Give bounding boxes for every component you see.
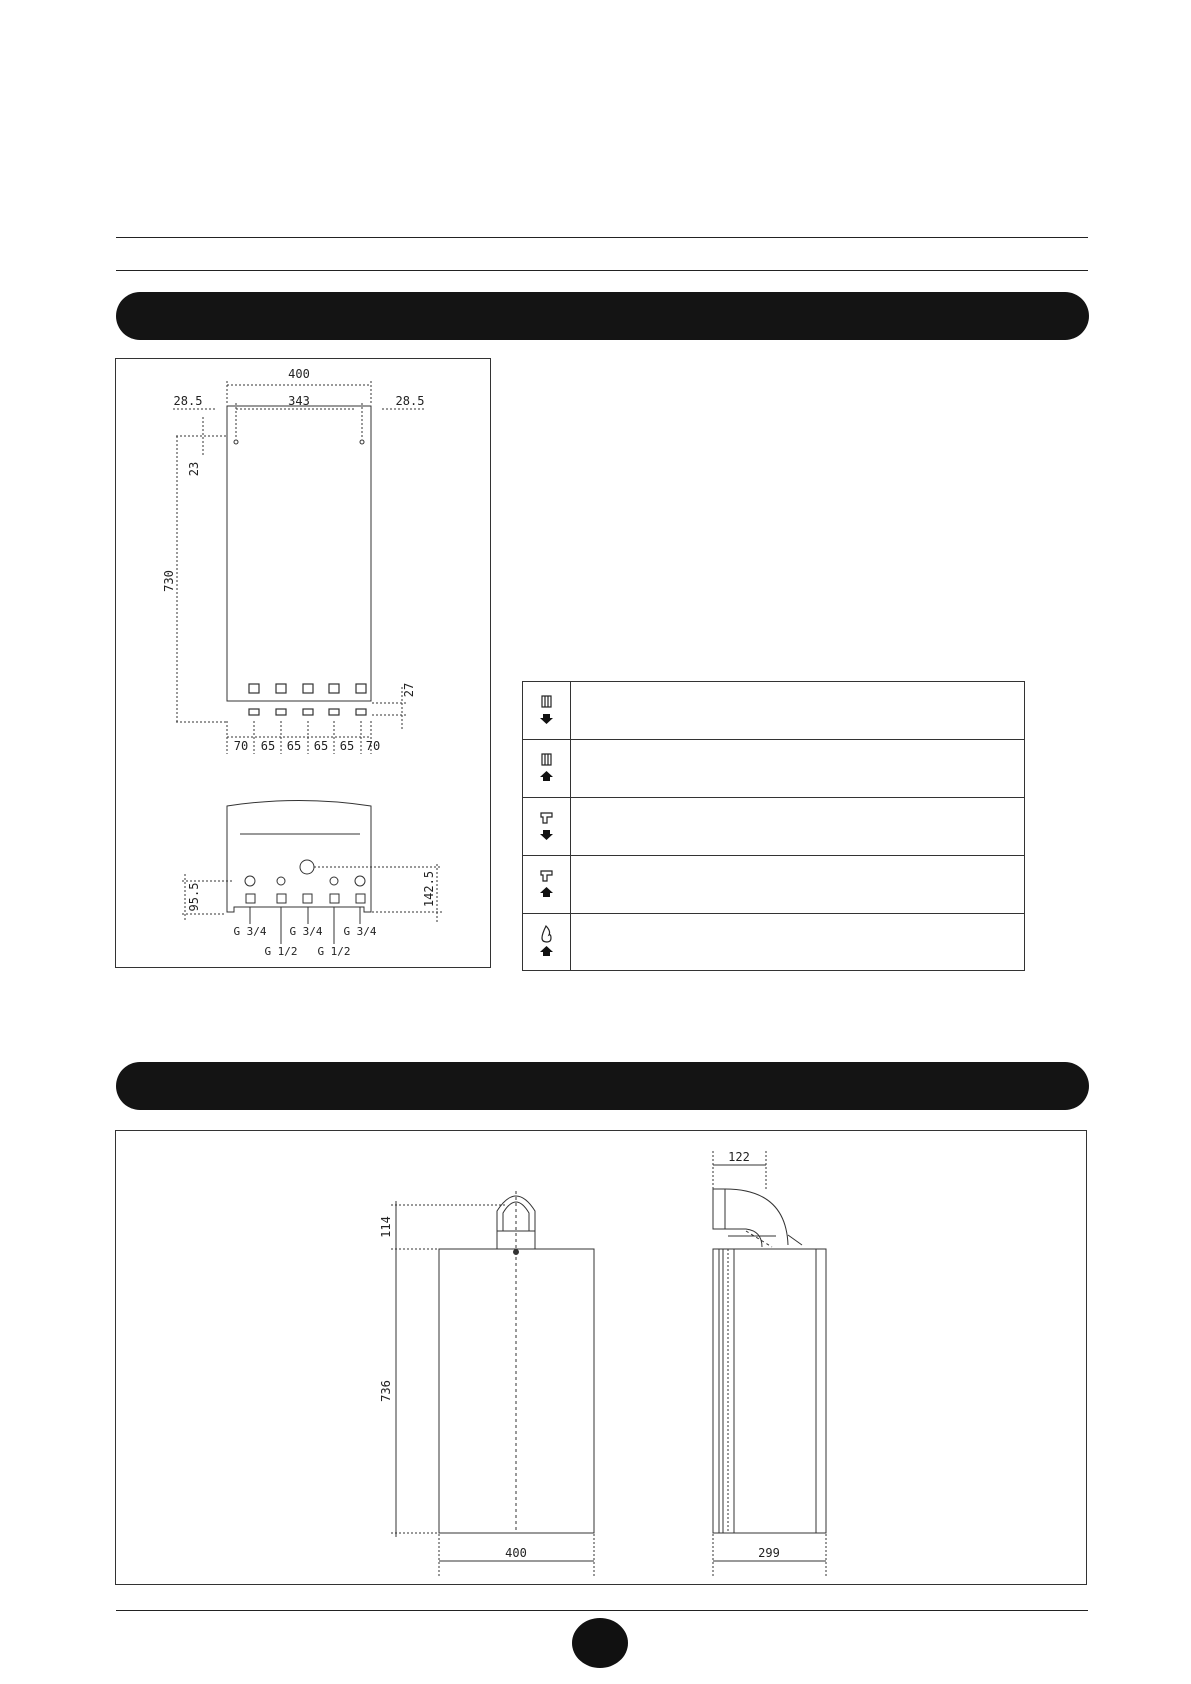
legend-description bbox=[571, 740, 1024, 797]
connection-spacing-label: 70 bbox=[233, 739, 249, 753]
connection-spacing-label: 65 bbox=[286, 739, 302, 753]
top-rule-2 bbox=[116, 270, 1088, 271]
connection-spacing-label: 65 bbox=[339, 739, 355, 753]
legend-description bbox=[571, 856, 1024, 913]
legend-row bbox=[523, 856, 1024, 914]
page-number-badge bbox=[572, 1618, 628, 1668]
legend-description bbox=[571, 914, 1024, 970]
front-width-label: 400 bbox=[288, 367, 310, 381]
flue-depth-label: 122 bbox=[728, 1150, 750, 1164]
bottom-offset-label: 27 bbox=[402, 682, 416, 698]
front-width-label: 400 bbox=[505, 1546, 527, 1560]
footer-rule bbox=[116, 1610, 1088, 1611]
dimensions-drawing-panel bbox=[115, 1130, 1087, 1585]
body-height-label: 736 bbox=[379, 1380, 393, 1402]
installation-drawing bbox=[116, 359, 492, 969]
radiator-flow-out-icon bbox=[523, 682, 571, 739]
flue-height-label: 114 bbox=[379, 1216, 393, 1238]
top-offset-label: 23 bbox=[187, 461, 201, 477]
legend-row bbox=[523, 914, 1024, 970]
connection-size-label: G 1/2 bbox=[264, 945, 298, 958]
legend-row bbox=[523, 740, 1024, 798]
section-header-bar-dimensions bbox=[116, 1062, 1089, 1110]
connection-spacing-label: 70 bbox=[365, 739, 381, 753]
hot-water-out-icon bbox=[523, 798, 571, 855]
left-offset-label: 28.5 bbox=[173, 394, 203, 408]
connection-size-label: G 3/4 bbox=[289, 925, 323, 938]
cold-water-in-icon bbox=[523, 856, 571, 913]
legend-description bbox=[571, 798, 1024, 855]
connection-size-label: G 1/2 bbox=[317, 945, 351, 958]
mount-height-label: 730 bbox=[162, 570, 176, 592]
depth-label: 299 bbox=[758, 1546, 780, 1560]
installation-drawing-panel bbox=[115, 358, 491, 968]
section-header-bar-installation bbox=[116, 292, 1089, 340]
gas-in-icon bbox=[523, 914, 571, 970]
top-rule-1 bbox=[116, 237, 1088, 238]
radiator-return-in-icon bbox=[523, 740, 571, 797]
connection-size-label: G 3/4 bbox=[343, 925, 377, 938]
bottom-left-height-label: 95.5 bbox=[187, 882, 201, 912]
legend-description bbox=[571, 682, 1024, 739]
legend-row bbox=[523, 682, 1024, 740]
connection-spacing-label: 65 bbox=[260, 739, 276, 753]
legend-row bbox=[523, 798, 1024, 856]
connection-legend-table bbox=[522, 681, 1025, 971]
dimensions-drawing bbox=[116, 1131, 1088, 1586]
mount-spacing-label: 343 bbox=[288, 394, 310, 408]
right-offset-label: 28.5 bbox=[395, 394, 425, 408]
bottom-right-height-label: 142.5 bbox=[422, 870, 436, 908]
connection-spacing-label: 65 bbox=[313, 739, 329, 753]
connection-size-label: G 3/4 bbox=[233, 925, 267, 938]
